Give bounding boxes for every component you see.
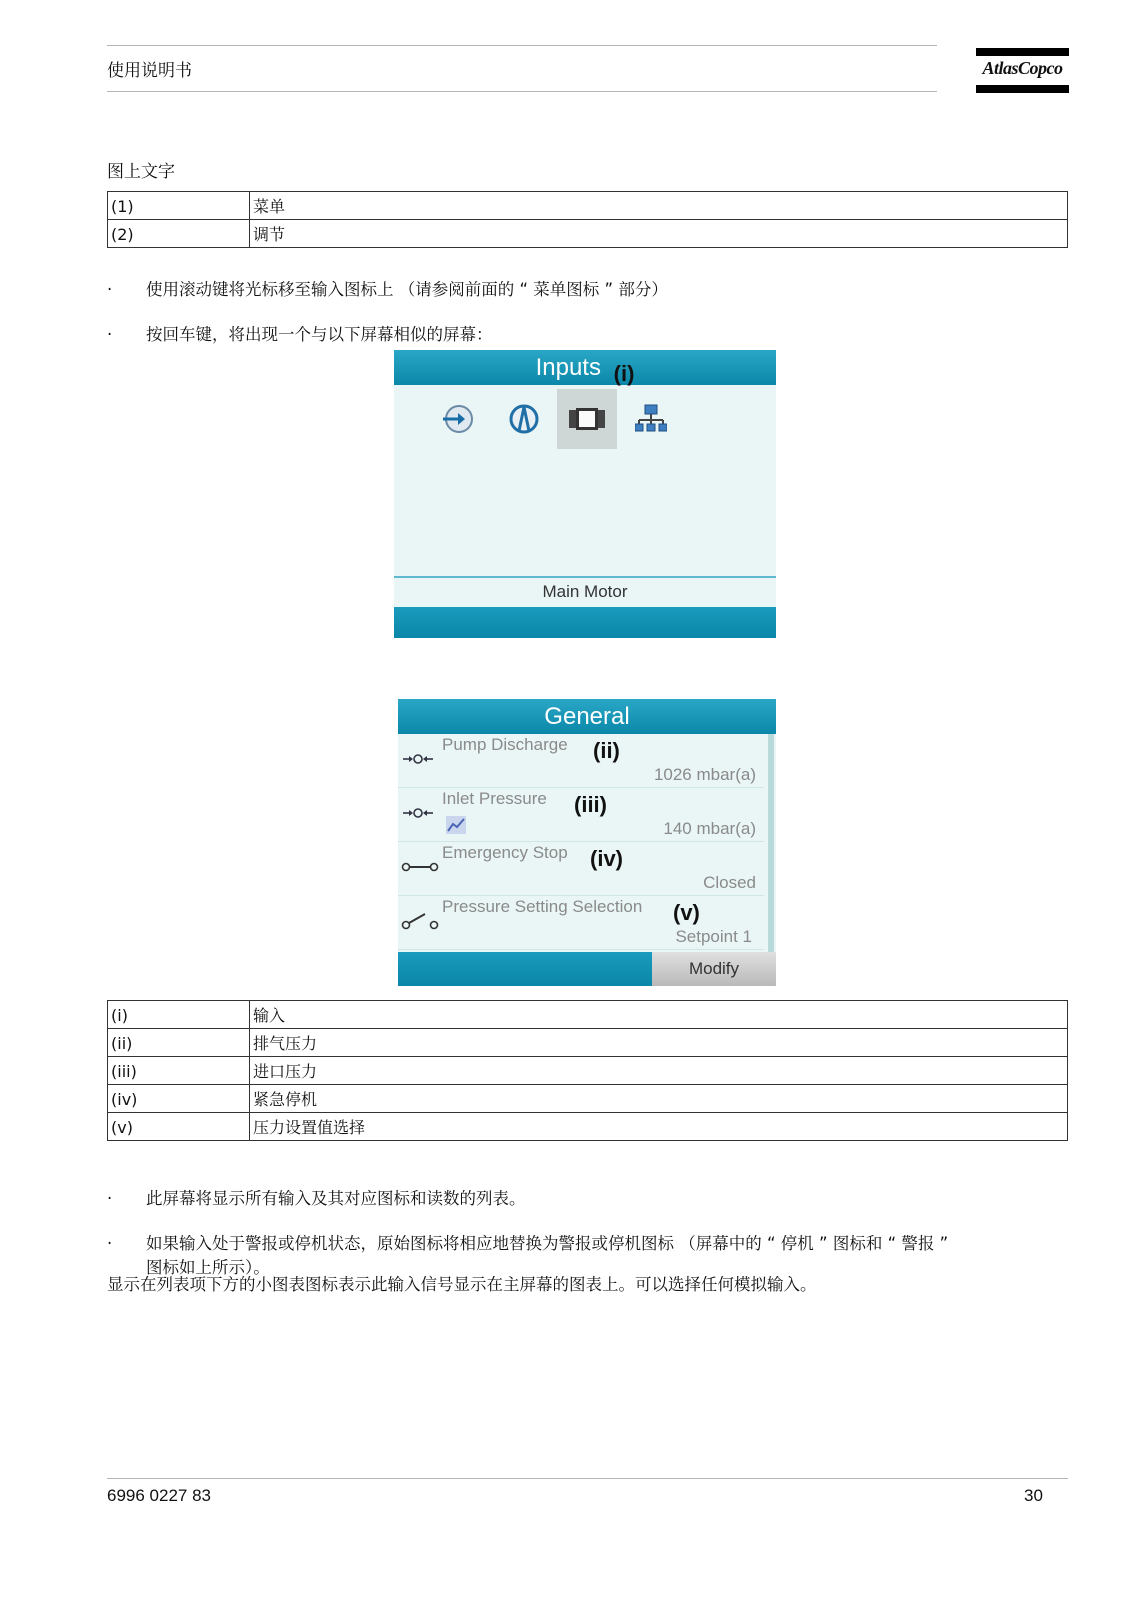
bullet-item	[107, 1187, 1067, 1211]
list-item[interactable]	[398, 788, 764, 842]
annotation-label: (iii)	[574, 792, 607, 817]
legend-value: 进口压力	[250, 1057, 1068, 1085]
pressure-sensor-icon	[401, 806, 435, 820]
row-label: Pressure Setting Selection	[442, 897, 643, 916]
table-row	[108, 192, 1068, 220]
screen-title: Inputs	[535, 354, 601, 381]
pressure-icon[interactable]	[495, 390, 553, 448]
row-value: 1026 mbar(a)	[653, 765, 756, 784]
annotation-label: (i)	[613, 361, 635, 386]
document-number: 6996 0227 83	[107, 1486, 211, 1505]
row-label: Inlet Pressure	[442, 789, 547, 808]
annotation-label: (ii)	[593, 738, 620, 763]
motor-icon[interactable]	[557, 389, 617, 449]
bullet-dot: ·	[107, 1234, 113, 1253]
divider	[394, 576, 776, 578]
bullet-dot: ·	[107, 1189, 113, 1208]
legend-value: 压力设置值选择	[250, 1113, 1068, 1141]
body-paragraph: 显示在列表项下方的小图表图标表示此输入信号显示在主屏幕的图表上。可以选择任何模拟输入。	[107, 1275, 817, 1294]
scrollbar[interactable]	[768, 734, 774, 952]
list-item[interactable]	[398, 734, 764, 788]
annotation-label: (v)	[673, 900, 700, 925]
legend-value: 紧急停机	[250, 1085, 1068, 1113]
legend-value: 排气压力	[250, 1029, 1068, 1057]
bullet-dot: ·	[107, 280, 113, 299]
legend-key: (iv)	[108, 1085, 250, 1113]
legend-table-1	[107, 191, 1068, 248]
row-label: Pump Discharge	[442, 735, 568, 754]
row-value: 140 mbar(a)	[663, 819, 756, 838]
row-label: Emergency Stop	[442, 843, 568, 862]
network-icon[interactable]	[622, 390, 680, 448]
screen-footer-bar	[398, 952, 652, 986]
row-value: Closed	[703, 873, 756, 892]
list-item[interactable]	[398, 842, 764, 896]
bullet-dot: ·	[107, 325, 113, 344]
switch-closed-icon	[401, 860, 439, 874]
legend-value: 输入	[250, 1001, 1068, 1029]
legend-table-2	[107, 1000, 1068, 1141]
switch-open-icon	[401, 910, 439, 930]
legend-key: (i)	[108, 1001, 250, 1029]
atlas-copco-logo	[976, 48, 1069, 93]
table-row	[108, 1085, 1068, 1113]
screen-header	[398, 699, 776, 734]
screen-title: General	[544, 703, 630, 730]
table-row	[108, 1113, 1068, 1141]
legend-key: (iii)	[108, 1057, 250, 1085]
selected-item-label: Main Motor	[542, 582, 628, 601]
legend-value: 菜单	[250, 192, 1068, 220]
table-row	[108, 1029, 1068, 1057]
legend-key: (ii)	[108, 1029, 250, 1057]
document-title: 使用说明书	[107, 61, 192, 81]
legend-value: 调节	[250, 220, 1068, 248]
bullet-text: 按回车键，将出现一个与以下屏幕相似的屏幕：	[146, 325, 493, 344]
pressure-sensor-icon	[401, 752, 435, 766]
bullet-item	[107, 323, 1067, 347]
legend-key: (2)	[108, 220, 250, 248]
bullet-item	[107, 278, 1067, 302]
chart-indicator-icon	[446, 816, 466, 834]
bullet-text: 如果输入处于警报或停机状态，原始图标将相应地替换为警报或停机图标 （屏幕中的 “ 停机 ” 图标和 “ 警报 ”	[146, 1234, 949, 1253]
bullet-text-continued: 图标如上所示）。	[146, 1258, 270, 1277]
legend-key: (1)	[108, 192, 250, 220]
modify-button[interactable]	[652, 952, 776, 986]
screen-footer-bar	[394, 607, 776, 638]
modify-button-label: Modify	[688, 959, 740, 978]
table-row	[108, 1057, 1068, 1085]
logo-text: AtlasCopco	[982, 58, 1063, 78]
inputs-screen	[394, 350, 776, 638]
analog-input-icon[interactable]	[429, 390, 487, 448]
page-number: 30	[1024, 1486, 1043, 1505]
list-item[interactable]	[398, 896, 764, 950]
figure-caption: 图上文字	[107, 162, 175, 182]
annotation-label: (iv)	[590, 846, 623, 871]
general-screen	[398, 699, 776, 986]
bullet-text: 此屏幕将显示所有输入及其对应图标和读数的列表。	[146, 1189, 526, 1208]
screen-header	[394, 350, 776, 385]
bullet-text: 使用滚动键将光标移至输入图标上 （请参阅前面的 “ 菜单图标 ” 部分）	[146, 280, 668, 299]
table-row	[108, 220, 1068, 248]
legend-key: (v)	[108, 1113, 250, 1141]
table-row	[108, 1001, 1068, 1029]
row-value: Setpoint 1	[675, 927, 752, 946]
